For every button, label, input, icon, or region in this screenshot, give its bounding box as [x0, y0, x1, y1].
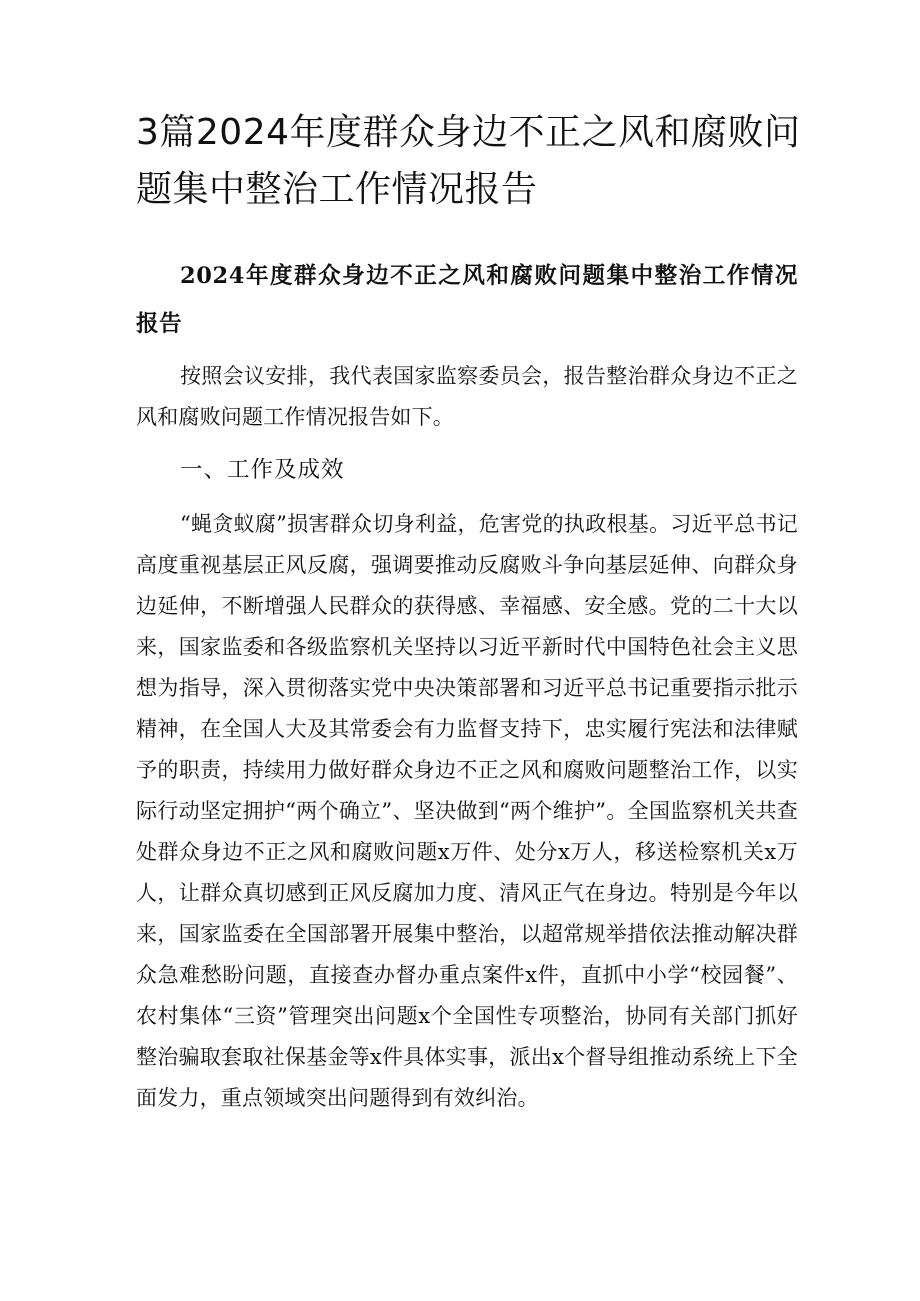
section-heading: 一、工作及成效: [180, 457, 345, 483]
document-title: 3篇2024年度群众身边不正之风和腐败问题集中整治工作情况报告: [136, 112, 801, 210]
section-body-paragraph: “蝇贪蚁腐”损害群众切身利益，危害党的执政根基。习近平总书记高度重视基层正风反腐，强调要推动反腐败斗争向基层延伸、向群众身边延伸，不断增强人民群众的获得感、幸福感、安全感。党的二十大以来，国家监委和各级监察机关坚持以习近平新时代中国特色社会主义思想为指导，深入贯彻落实党中央决策部署和习近平总书记重要指示批示精神，在全国人大及其常委会有力监督支持下，忠实履行宪法和法律赋予的职责，持续用力做好群众身边不正之风和腐败问题整治工作，以实际行动坚定拥护“两个确立”、坚决做到“两个维护”。全国监察机关共查处群众身边不正之风和腐败问题x万件、处分x万人，移送检察机关x万人，让群众真切感到正风反腐加力度、清风正气在身边。特别是今年以来，国家监委在全国部署开展集中整治，以超常规举措依法推动解决群众急难愁盼问题，直接查办督办重点案件x件，直抓中小学“校园餐”、农村集体“三资”管理突出问题x个全国性专项整治，协同有关部门抓好整治骗取套取社保基金等x件具体实事，派出x个督导组推动系统上下全面发力，重点领域突出问题得到有效纠治。: [136, 512, 798, 1110]
intro-paragraph: 按照会议安排，我代表国家监察委员会，报告整治群众身边不正之风和腐败问题工作情况报告如下。: [136, 364, 798, 429]
document-body: [136, 252, 798, 1119]
report-subtitle: 2024年度群众身边不正之风和腐败问题集中整治工作情况报告: [136, 263, 798, 337]
